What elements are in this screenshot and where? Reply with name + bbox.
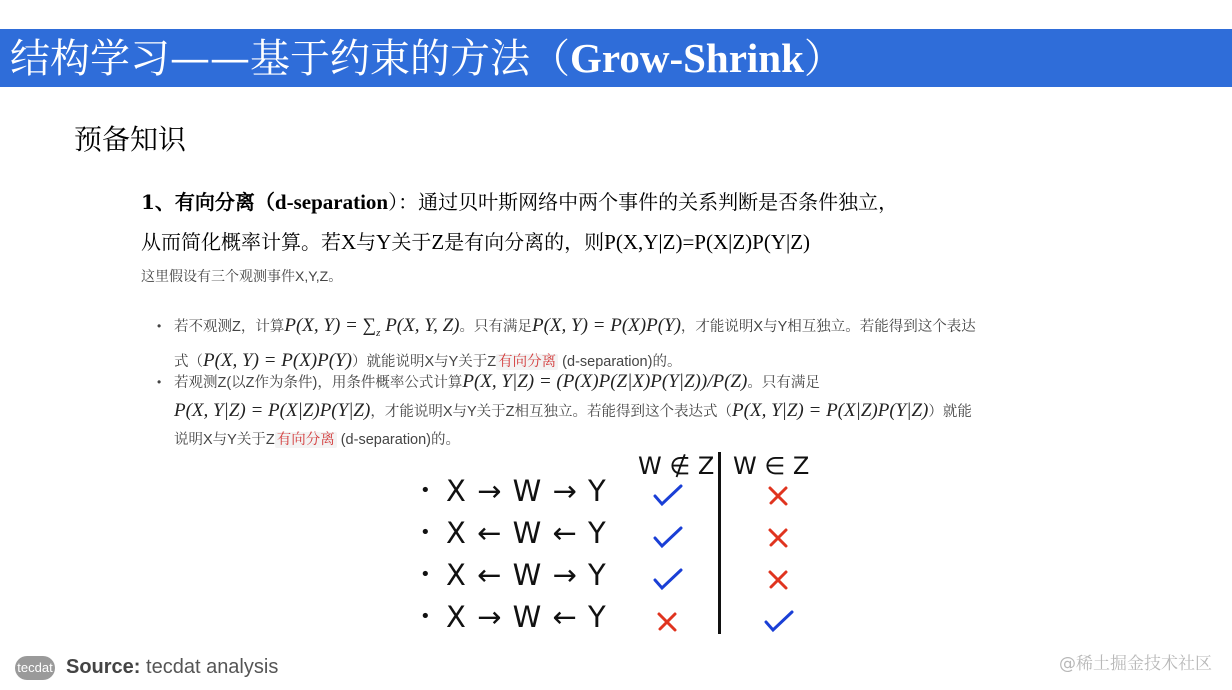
- formula-part: P(X, Y) = ∑: [284, 315, 377, 336]
- definition-line-1: [141, 188, 898, 216]
- diagram-row: [418, 516, 818, 556]
- check-icon: [762, 606, 796, 636]
- definition-var-y: Y: [376, 230, 392, 254]
- mark-w-not-in-z: [651, 480, 685, 514]
- bullet-text: 式（: [174, 353, 203, 370]
- cross-icon: [762, 564, 796, 594]
- formula: [284, 315, 460, 339]
- definition-mid: ）：通过贝叶斯网络中两个事件的关系判断是否条件独立，: [388, 190, 899, 214]
- check-icon: [651, 480, 685, 510]
- bullet-text: 若观测Z(以Z作为条件)，用条件概率公式计算: [174, 375, 463, 391]
- row-bullet: •: [420, 564, 431, 585]
- definition-text: 关于: [391, 230, 432, 254]
- diagram-row: [418, 474, 818, 514]
- definition-text: 是有向分离的，则: [444, 230, 605, 254]
- row-bullet: •: [420, 480, 431, 501]
- bullet-dot: •: [157, 319, 162, 333]
- path-expression: X ← W → Y: [446, 558, 607, 592]
- definition-formula: P(X,Y|Z)=P(X|Z)P(Y|Z): [604, 230, 811, 254]
- source-value: tecdat analysis: [140, 656, 279, 678]
- mark-w-not-in-z: [651, 606, 685, 640]
- mark-w-in-z: [762, 564, 796, 598]
- formula: P(X, Y|Z) = (P(X)P(Z|X)P(Y|Z))/P(Z): [462, 371, 748, 392]
- bullet-dot: •: [157, 375, 162, 389]
- mark-w-not-in-z: [651, 564, 685, 598]
- definition-prefix: 1、有向分离（: [141, 190, 275, 214]
- definition-term: d-separation: [274, 190, 389, 214]
- highlight-term: 有向分离: [498, 353, 557, 370]
- row-bullet: •: [420, 606, 431, 627]
- mark-w-in-z: [762, 606, 796, 640]
- header-w-not-in-z: W ∉ Z: [638, 452, 715, 480]
- bullet-item-2: [157, 368, 1077, 454]
- diagram-row: [418, 558, 818, 598]
- formula: P(X, Y) = P(X)P(Y): [531, 315, 681, 336]
- formula-part: P(X, Y, Z): [380, 315, 460, 336]
- bullet-text: 。只有满足: [747, 375, 820, 391]
- cross-icon: [762, 522, 796, 552]
- assumption-text: 这里假设有三个观测事件X,Y,Z。: [141, 268, 343, 284]
- mark-w-in-z: [762, 480, 796, 514]
- d-separation-diagram: [418, 450, 818, 640]
- tecdat-logo: tecdat: [15, 656, 55, 680]
- formula: P(X, Y) = P(X)P(Y): [203, 349, 352, 371]
- bullet-2-line-1: [174, 368, 1094, 397]
- formula: P(X, Y|Z) = P(X|Z)P(Y|Z): [732, 400, 929, 421]
- section-title: 预备知识: [74, 123, 187, 156]
- bullet-text: ）就能: [928, 404, 972, 420]
- definition-text: 与: [356, 230, 377, 254]
- cross-icon: [651, 606, 685, 636]
- bullet-text: 。只有满足: [459, 319, 532, 335]
- source-label: Source:: [66, 656, 141, 678]
- check-icon: [651, 522, 685, 552]
- definition-text: 从而简化概率计算。若: [141, 230, 341, 254]
- path-expression: X → W → Y: [446, 474, 607, 508]
- definition-line-2: [141, 228, 810, 256]
- bullet-text: (d-separation)的。: [336, 432, 460, 448]
- formula-sub: z: [376, 326, 381, 339]
- mark-w-in-z: [762, 522, 796, 556]
- bullet-2-line-2: [174, 397, 1094, 426]
- footer-source: [66, 656, 278, 679]
- definition-var-x: X: [341, 230, 357, 254]
- bullet-text: ）就能说明X与Y关于Z: [351, 353, 497, 370]
- title-bar: [0, 29, 1232, 87]
- mark-w-not-in-z: [651, 522, 685, 556]
- bullet-text: 说明X与Y关于Z: [174, 432, 275, 448]
- bullet-1-line-1: [174, 312, 1094, 347]
- row-bullet: •: [420, 522, 431, 543]
- watermark: @稀土掘金技术社区: [1059, 654, 1212, 674]
- check-icon: [651, 564, 685, 594]
- bullet-text: 若不观测Z，计算: [174, 319, 285, 335]
- diagram-row: [418, 600, 818, 640]
- cross-icon: [762, 480, 796, 510]
- title-close: ）: [803, 36, 844, 82]
- bullet-text: (d-separation)的。: [558, 353, 682, 370]
- definition-var-z: Z: [431, 230, 445, 254]
- slide-title: [10, 31, 844, 86]
- title-cn: 结构学习——基于约束的方法（: [10, 36, 570, 82]
- highlight-term: 有向分离: [276, 432, 335, 448]
- title-latin: Grow-Shrink: [570, 35, 804, 81]
- bullet-text: ，才能说明X与Y关于Z相互独立。若能得到这个表达式（: [370, 404, 733, 420]
- path-expression: X ← W ← Y: [446, 516, 607, 550]
- path-expression: X → W ← Y: [446, 600, 607, 634]
- bullet-item-1: [157, 312, 1077, 376]
- header-w-in-z: W ∈ Z: [733, 452, 810, 480]
- formula: P(X, Y|Z) = P(X|Z)P(Y|Z): [174, 400, 371, 421]
- bullet-text: ，才能说明X与Y相互独立。若能得到这个表达: [680, 319, 976, 335]
